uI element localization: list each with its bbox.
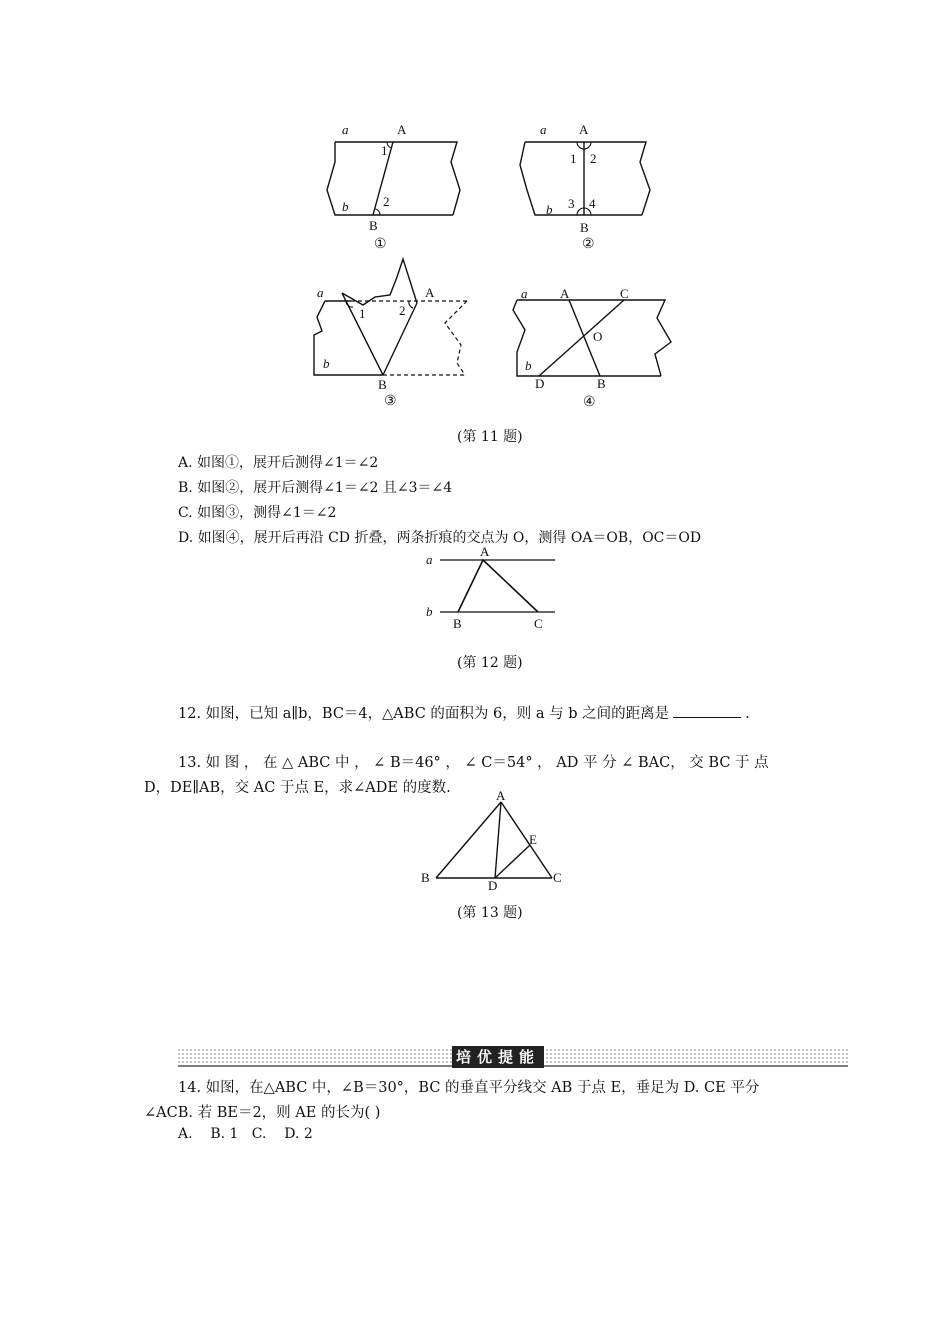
fig11-3-label-b: b [323,356,330,371]
fig11-4-label-O: O [593,329,603,344]
fig12-label-B: B [453,616,462,631]
fig12-label-A: A [480,544,490,559]
figure-11-part-2 [510,120,670,255]
figure-13-drawing [415,790,575,895]
fig11-2-label-3: 3 [568,196,575,211]
fig11-4-label-A: A [560,286,570,301]
figure-13-caption: (第 13 题) [457,905,523,921]
q14-line-2: ∠ACB. 若 BE＝2，则 AE 的长为( ) [144,1105,381,1121]
fig11-1-label-1: 1 [381,143,388,158]
figure-11-part-1 [320,120,470,255]
fig13-label-D: D [488,878,498,893]
fig13-label-C: C [553,870,562,885]
fig11-1-label-A: A [397,122,407,137]
q11-option-d: D. 如图④，展开后再沿 CD 折叠，两条折痕的交点为 O，测得 OA＝OB，OC＝OD [178,530,702,546]
figure-11-part-4 [505,280,680,410]
figure-13 [415,790,575,895]
fig11-3-number: ③ [384,394,397,409]
q13-line-2: D，DE∥AB，交 AC 于点 E，求∠ADE 的度数. [144,780,451,796]
question-12 [178,702,750,723]
fig13-label-B: B [421,870,430,885]
q14-line-1: 14. 如图，在△ABC 中，∠B＝30°，BC 的垂直平分线交 AB 于点 E，垂足为 D. CE 平分 [178,1080,760,1096]
fig11-2-label-A: A [579,122,589,137]
fig11-1-label-b: b [342,199,349,214]
figure-11-part-3-drawing [305,255,480,410]
fig11-2-number: ② [582,237,595,252]
fig11-2-label-2: 2 [590,151,597,166]
figure-11-part-2-drawing [510,120,670,255]
fig11-4-label-C: C [620,286,629,301]
fig11-4-label-a: a [521,286,528,301]
q11-option-a: A. 如图①，展开后测得∠1＝∠2 [178,455,379,471]
figure-11-part-4-drawing [505,280,680,410]
fig11-2-label-a: a [540,122,547,137]
figure-11-part-3 [305,255,480,410]
q14-options: A. B. 1 C. D. 2 [178,1126,313,1142]
fig11-3-label-A: A [425,285,435,300]
q11-option-b: B. 如图②，展开后测得∠1＝∠2 且∠3＝∠4 [178,480,453,496]
fig11-2-label-b: b [546,202,553,217]
fig11-1-label-B: B [369,218,378,233]
fig11-4-label-B: B [597,376,606,391]
figure-12 [420,540,565,635]
q11-option-c: C. 如图③，测得∠1＝∠2 [178,505,337,521]
fig13-label-E: E [529,832,537,847]
fig11-2-label-B: B [580,220,589,235]
section-banner-title: 培优提能 [452,1046,544,1068]
fig12-label-a: a [426,552,433,567]
q13-line-1: 13. 如 图 ， 在 △ ABC 中 ， ∠ B＝46° ， ∠ C＝54° ， AD 平 分 ∠ BAC， 交 BC 于 点 [178,755,769,771]
fig13-label-A: A [496,788,506,803]
fig11-4-label-D: D [535,376,545,391]
fig12-label-C: C [534,616,543,631]
fig11-4-label-b: b [525,358,532,373]
fig11-3-label-a: a [317,285,324,300]
figure-12-drawing [420,540,565,635]
figure-11-part-1-drawing [320,120,470,255]
fig11-4-number: ④ [583,395,596,410]
fig11-1-number: ① [374,237,387,252]
q12-text: 12. 如图，已知 a∥b，BC＝4，△ABC 的面积为 6，则 a 与 b 之间的距离是 [178,706,670,722]
fig11-3-label-2: 2 [399,303,406,318]
fig12-label-b: b [426,604,433,619]
fig11-1-label-a: a [342,122,349,137]
fig11-1-label-2: 2 [383,194,390,209]
q12-end: . [745,706,750,722]
q12-answer-blank [673,705,741,718]
fig11-3-label-1: 1 [359,306,366,321]
fig11-3-label-B: B [378,377,387,392]
fig11-2-label-4: 4 [589,196,596,211]
figure-12-caption: (第 12 题) [457,655,523,671]
figure-11-caption: (第 11 题) [457,429,523,445]
fig11-2-label-1: 1 [570,151,577,166]
